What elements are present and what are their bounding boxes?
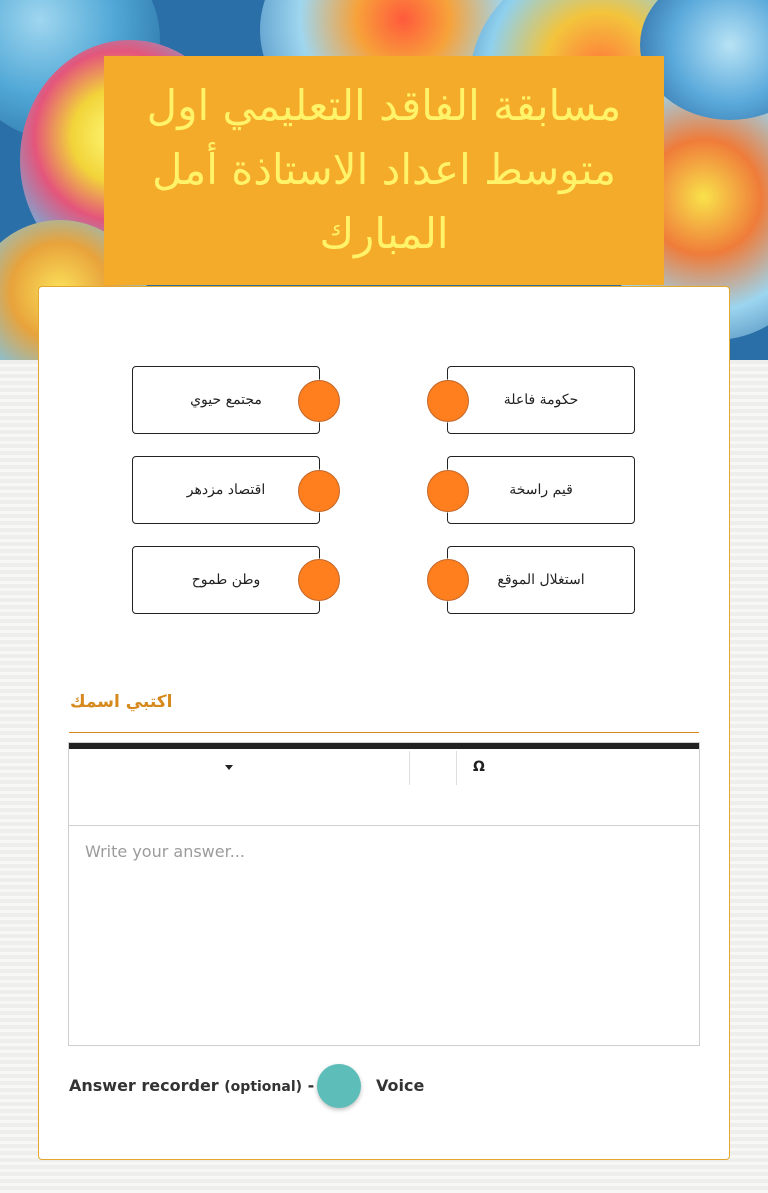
answer-input[interactable] [69, 826, 699, 1044]
choice-label: قيم راسخة [509, 482, 573, 498]
answer-editor [68, 742, 700, 1046]
recorder-title: Answer recorder [69, 1076, 219, 1095]
choice-label: حكومة فاعلة [503, 392, 579, 408]
voice-label: Voice [376, 1076, 425, 1095]
question-label: اكتبي اسمك [70, 692, 173, 712]
choice-item-right-3[interactable] [447, 546, 635, 614]
question-underline [69, 732, 699, 733]
choice-label: اقتصاد مزدهر [186, 482, 266, 498]
quiz-title-banner [104, 56, 664, 285]
toolbar-divider [456, 751, 457, 785]
editor-toolbar [69, 749, 699, 826]
caret-down-icon[interactable] [225, 765, 233, 770]
recorder-optional: (optional) [224, 1079, 303, 1095]
toolbar-divider [409, 751, 410, 785]
choice-item-left-2[interactable] [132, 456, 320, 524]
choice-item-right-2[interactable] [447, 456, 635, 524]
page-title: مسابقة الفاقد التعليمي اول متوسط اعداد الاستاذة أمل المبارك [146, 81, 622, 258]
match-dot-right-2[interactable] [427, 470, 469, 512]
choice-label: مجتمع حيوي [190, 392, 262, 408]
match-dot-left-2[interactable] [298, 470, 340, 512]
choice-item-left-1[interactable] [132, 366, 320, 434]
choice-item-right-1[interactable] [447, 366, 635, 434]
match-dot-right-1[interactable] [427, 380, 469, 422]
voice-record-button[interactable] [317, 1064, 361, 1108]
match-dot-left-3[interactable] [298, 559, 340, 601]
special-character-button[interactable]: Ω [473, 759, 485, 775]
choice-label: وطن طموح [191, 572, 261, 588]
match-dot-right-3[interactable] [427, 559, 469, 601]
recorder-separator: - [307, 1076, 315, 1095]
choice-label: استغلال الموقع [497, 572, 585, 588]
answer-recorder-label [69, 1076, 314, 1095]
choice-item-left-3[interactable] [132, 546, 320, 614]
match-dot-left-1[interactable] [298, 380, 340, 422]
